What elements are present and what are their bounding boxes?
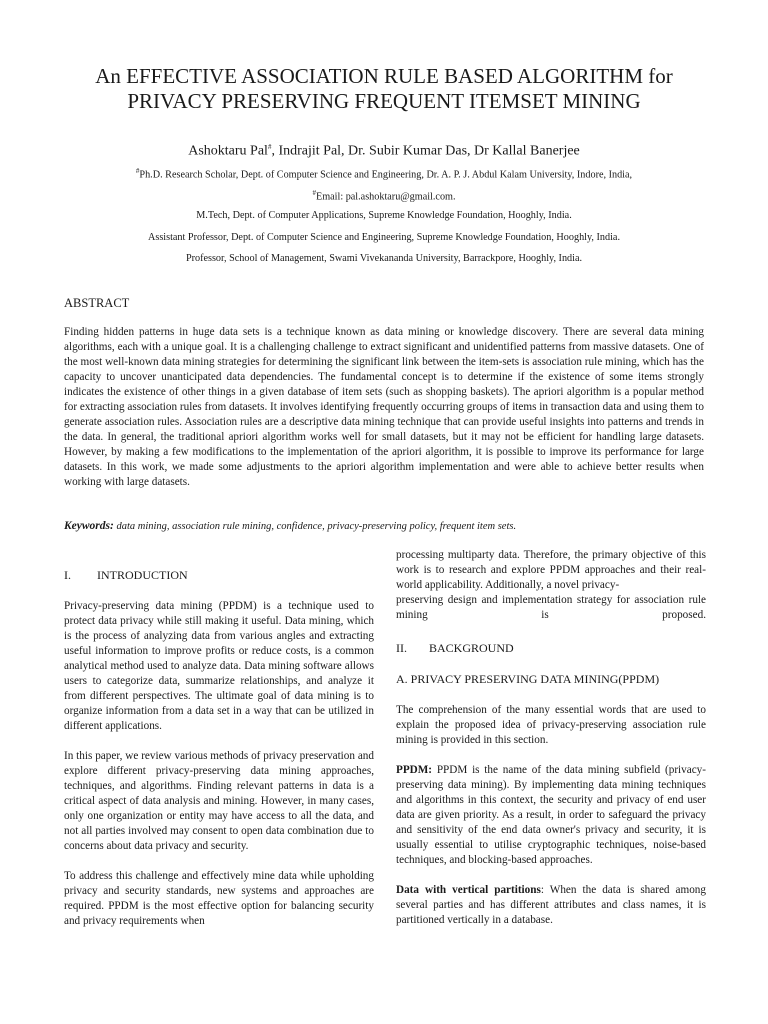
- right-column: [396, 548, 706, 943]
- background-paragraph-1: The comprehension of the many essential words that are used to explain the proposed idea of privacy-preserving association rule mining is provided in this section.: [396, 704, 706, 746]
- abstract-heading: ABSTRACT: [64, 296, 130, 310]
- section-heading-background: [396, 641, 706, 656]
- intro-paragraph-3: To address this challenge and effectively mine data while upholding privacy and security standards, new systems and approaches are required. PPDM is the most effective option for balancing security and privacy requirements when: [64, 870, 374, 927]
- keywords-text: data mining, association rule mining, confidence, privacy-preserving policy, frequent item sets.: [113, 521, 517, 532]
- intro-continued-line: preserving design and implementation strategy for association rule mining is proposed.: [396, 594, 706, 621]
- keywords: [64, 520, 704, 532]
- section-number: I.: [64, 568, 71, 582]
- keywords-label: Keywords:: [64, 520, 114, 532]
- intro-paragraph-1: Privacy-preserving data mining (PPDM) is a technique used to protect data privacy while still making it useful. Data mining, which is the process of analyzing data from various angles and extracting useful information to improve profits or reduce costs, is a common analytical method used to analyze data. Data mining software allows users to categorize data, summarize relationships, and analyze it from different perspectives. The ultimate goal of data mining is to organize information from a data set in a way that can be utilized in different applications.: [64, 600, 374, 732]
- abstract-text: Finding hidden patterns in huge data sets is a technique known as data mining or knowledge discovery. There are several data mining algorithms, each with a unique goal. It is a challenging challenge to extract significant and unidentified patterns from massive datasets. One of the most well-known data mining strategies for determining the significant link between the item-sets is association rule mining, which has the capacity to uncover unanticipated data dependencies. The fundamental concept is to determine if the existence of some items strongly indicates the existence of other things in a given database of item sets (such as shopping baskets). The apriori algorithm is a popular method for extracting association rules from datasets. It involves identifying frequently occurring groups of items in transaction data and using them to generate association rules. Association rules are a descriptive data mining technique that can provide useful insights into patterns and trends in the data. In general, the traditional apriori algorithm works well for small datasets, but it may not be efficient for handling large datasets. However, by making a few modifications to the implementation of the apriori algorithm, it is possible to improve its performance for large datasets. In this work, we made some adjustments to the apriori algorithm implementation and were able to achieve better results when working with large datasets.: [64, 326, 704, 488]
- first-author: Ashoktaru Pal: [188, 143, 268, 159]
- author-email: #Email: pal.ashoktaru@gmail.com.: [312, 189, 456, 203]
- author-list: [40, 143, 728, 160]
- section-number: II.: [396, 641, 407, 655]
- ppdm-label: PPDM:: [396, 764, 433, 776]
- intro-paragraph-2: In this paper, we review various methods of privacy preservation and explore different privacy-preserving data mining approaches, techniques, and algorithms. Finding relevant patterns in data is a critical aspect of data analysis and mining. However, in many cases, only one organization or entity may have access to all the data, and not all parties involved may consent to open data combination due to concerns about data privacy and security.: [64, 750, 374, 852]
- left-column: [64, 548, 374, 944]
- vertical-partition-label: Data with vertical partitions: [396, 884, 541, 896]
- intro-continued-paragraph: processing multiparty data. Therefore, the primary objective of this work is to research and explore PPDM approaches and their real-world applicability. Additionally, a novel privacy-: [396, 549, 706, 591]
- affiliation-3: Assistant Professor, Dept. of Computer Science and Engineering, Supreme Knowledge Foundation, Hooghly, India.: [148, 232, 620, 243]
- other-authors: , Indrajit Pal, Dr. Subir Kumar Das, Dr Kallal Banerjee: [271, 143, 580, 159]
- subsection-heading-ppdm: A. PRIVACY PRESERVING DATA MINING(PPDM): [396, 672, 660, 686]
- title-line-2: PRIVACY PRESERVING FREQUENT ITEMSET MINING: [127, 89, 641, 113]
- affiliation-1: #Ph.D. Research Scholar, Dept. of Computer Science and Engineering, Dr. A. P. J. Abdul Kalam University, Indore, India,: [135, 167, 633, 181]
- section-title: INTRODUCTION: [97, 568, 188, 582]
- first-author-mark: #: [267, 143, 272, 151]
- ppdm-definition: PPDM: PPDM is the name of the data mining subfield (privacy-preserving data mining). By implementing data mining techniques and algorithms in this context, the security and privacy of end user data are given priority. As a result, in order to safeguard the privacy and sensitivity of the end data owner's privacy and security, it is usually essential to utilise cryptographic techniques, noise-based techniques, and blocking-based approaches.: [396, 764, 706, 866]
- section-heading-introduction: [64, 568, 374, 583]
- section-title: BACKGROUND: [429, 641, 514, 655]
- vertical-partition-definition: Data with vertical partitions: When the data is shared among several parties and has different attributes and class names, it is partitioned vertically in a database.: [396, 884, 706, 926]
- title-line-1: An EFFECTIVE ASSOCIATION RULE BASED ALGORITHM for: [95, 64, 673, 88]
- affiliation-4: Professor, School of Management, Swami Vivekananda University, Barrackpore, Hooghly, India.: [185, 253, 583, 264]
- paper-title: [40, 64, 728, 114]
- affiliation-2: M.Tech, Dept. of Computer Applications, Supreme Knowledge Foundation, Hooghly, India.: [196, 210, 572, 221]
